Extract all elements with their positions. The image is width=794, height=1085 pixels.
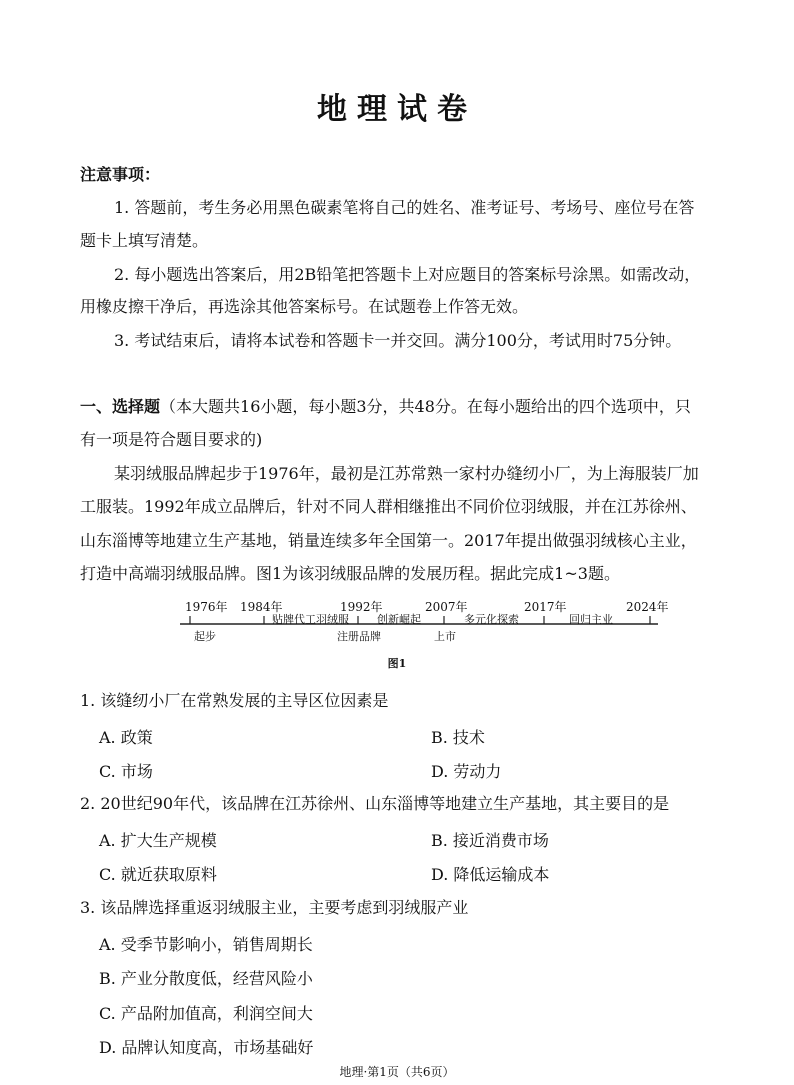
question-3-stem: 3. 该品牌选择重返羽绒服主业，主要考虑到羽绒服产业 bbox=[80, 898, 469, 917]
notice-item-3: 3. 考试结束后，请将本试卷和答题卡一并交回。满分100分，考试用时75分钟。 bbox=[114, 331, 682, 350]
question-1-option-a: A. 政策 bbox=[99, 728, 153, 747]
timeline-year: 1984年 bbox=[240, 600, 283, 614]
timeline-stage: 回归主业 bbox=[569, 613, 613, 626]
question-2-option-d: D. 降低运输成本 bbox=[431, 865, 550, 884]
notice-item-2-line-2: 用橡皮擦干净后，再选涂其他答案标号。在试题卷上作答无效。 bbox=[80, 297, 529, 316]
notice-item-2-line-1: 2. 每小题选出答案后，用2B铅笔把答题卡上对应题目的答案标号涂黑。如需改动， bbox=[114, 265, 701, 284]
question-3-option-b: B. 产业分散度低，经营风险小 bbox=[99, 969, 313, 988]
section-1-instructions: （本大题共16小题，每小题3分，共48分。在每小题给出的四个选项中，只 bbox=[160, 397, 691, 416]
timeline-stage: 多元化探索 bbox=[464, 613, 519, 626]
question-2-option-c: C. 就近获取原料 bbox=[99, 865, 217, 884]
notice-item-1-line-1: 1. 答题前，考生务必用黑色碳素笔将自己的姓名、准考证号、考场号、座位号在答 bbox=[114, 198, 695, 217]
question-3-option-c: C. 产品附加值高，利润空间大 bbox=[99, 1004, 313, 1023]
figure-caption: 图1 bbox=[387, 657, 407, 670]
timeline-year: 1976年 bbox=[185, 600, 228, 614]
timeline-figure bbox=[180, 596, 669, 644]
page-footer: 地理·第1页（共6页） bbox=[339, 1065, 455, 1079]
section-1-heading bbox=[80, 397, 720, 417]
question-2-option-b: B. 接近消费市场 bbox=[431, 831, 549, 850]
notice-item-1-line-2: 题卡上填写清楚。 bbox=[80, 231, 209, 250]
timeline-stage: 创新崛起 bbox=[377, 613, 421, 626]
notice-heading: 注意事项： bbox=[80, 165, 161, 184]
timeline-year: 2017年 bbox=[524, 600, 567, 614]
question-2-stem: 2. 20世纪90年代，该品牌在江苏徐州、山东淄博等地建立生产基地，其主要目的是 bbox=[80, 794, 670, 813]
timeline-stage: 注册品牌 bbox=[337, 630, 381, 643]
section-1-title: 一、选择题 bbox=[80, 397, 161, 416]
question-2-option-a: A. 扩大生产规模 bbox=[99, 831, 217, 850]
question-1-option-b: B. 技术 bbox=[431, 728, 485, 747]
question-1-option-c: C. 市场 bbox=[99, 762, 153, 781]
question-1-option-d: D. 劳动力 bbox=[431, 762, 502, 781]
question-3-option-a: A. 受季节影响小，销售周期长 bbox=[99, 935, 313, 954]
timeline-year: 2007年 bbox=[425, 600, 468, 614]
timeline-year: 2024年 bbox=[626, 600, 669, 614]
question-1-stem: 1. 该缝纫小厂在常熟发展的主导区位因素是 bbox=[80, 691, 389, 710]
passage-line-1: 某羽绒服品牌起步于1976年，最初是江苏常熟一家村办缝纫小厂，为上海服装厂加 bbox=[114, 464, 699, 483]
passage-line-2: 工服装。1992年成立品牌后，针对不同人群相继推出不同价位羽绒服，并在江苏徐州、 bbox=[80, 497, 697, 516]
timeline-year: 1992年 bbox=[340, 600, 383, 614]
page-title: 地理试卷 bbox=[317, 92, 477, 127]
timeline-stage: 贴牌代工羽绒服 bbox=[272, 613, 349, 626]
timeline-stage: 起步 bbox=[194, 630, 216, 643]
question-3-option-d: D. 品牌认知度高，市场基础好 bbox=[99, 1038, 314, 1057]
passage-line-4: 打造中高端羽绒服品牌。图1为该羽绒服品牌的发展历程。据此完成1~3题。 bbox=[80, 564, 620, 583]
section-1-heading-line-2: 有一项是符合题目要求的) bbox=[80, 430, 263, 449]
passage-line-3: 山东淄博等地建立生产基地，销量连续多年全国第一。2017年提出做强羽绒核心主业， bbox=[80, 531, 697, 550]
timeline-stage: 上市 bbox=[434, 630, 456, 643]
